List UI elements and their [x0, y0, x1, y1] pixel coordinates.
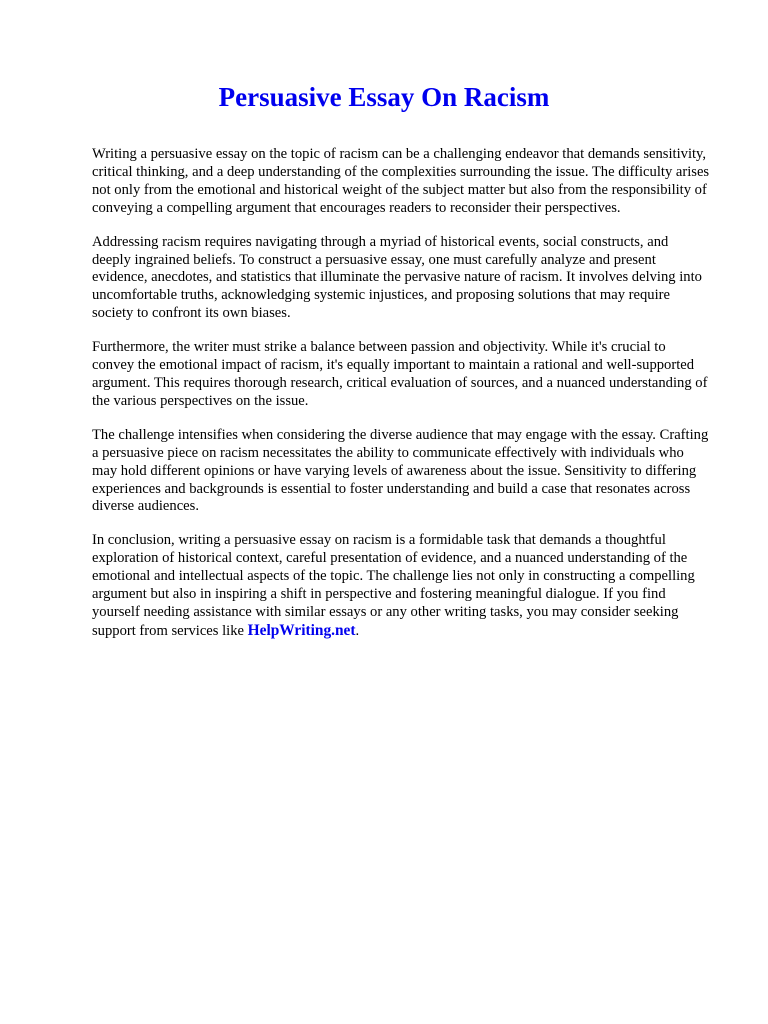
conclusion-end: .	[355, 622, 360, 639]
page-title: Persuasive Essay On Racism	[218, 82, 550, 112]
paragraph-4: The challenge intensifies when considering the diverse audience that may engage with the essay. Crafting a persuasive piece on racism necessitates the ability to communicate effectively with individuals who may hold different opinions or have varying levels of awareness about the issue. Sensitivity to differing experiences and backgrounds is essential to foster understanding and build a case that resonates across diverse audiences.	[92, 426, 709, 515]
essay-body	[92, 146, 710, 657]
helpwriting-link[interactable]: HelpWriting.net	[247, 621, 356, 639]
paragraph-conclusion	[92, 532, 710, 640]
conclusion-text: In conclusion, writing a persuasive essay on racism is a formidable task that demands a thoughtful exploration of historical context, careful presentation of evidence, and a nuanced understanding of the emotional and intellectual aspects of the topic. The challenge lies not only in constructing a compelling argument but also in inspiring a shift in perspective and fostering meaningful dialogue. If you find yourself needing assistance with similar essays or any other writing tasks, you may consider seeking support from services like	[92, 532, 695, 639]
paragraph-1: Writing a persuasive essay on the topic of racism can be a challenging endeavor that demands sensitivity, critical thinking, and a deep understanding of the complexities surrounding the issue. The difficulty arises not only from the emotional and historical weight of the subject matter but also from the responsibility of conveying a compelling argument that encourages readers to reconsider their perspectives.	[92, 146, 710, 216]
paragraph-2: Addressing racism requires navigating through a myriad of historical events, social constructs, and deeply ingrained beliefs. To construct a persuasive essay, one must carefully analyze and present evidence, anecdotes, and statistics that illuminate the pervasive nature of racism. It involves delving into uncomfortable truths, acknowledging systemic injustices, and proposing solutions that may require society to confront its own biases.	[92, 233, 702, 322]
paragraph-3: Furthermore, the writer must strike a balance between passion and objectivity. While it's crucial to convey the emotional impact of racism, it's equally important to maintain a rational and well-supported argument. This requires thorough research, critical evaluation of sources, and a nuanced understanding of the various perspectives on the issue.	[92, 339, 708, 409]
